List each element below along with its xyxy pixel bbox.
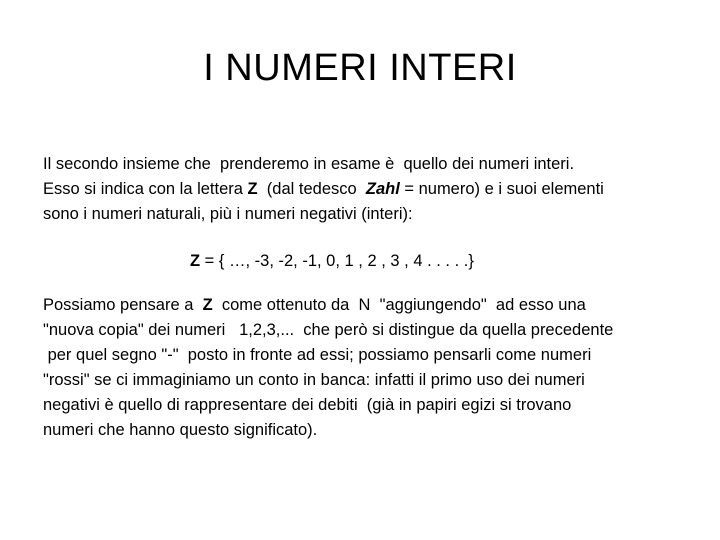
explanation-line-5: negativi è quello di rappresentare dei debiti (già in papiri egizi si trovano	[43, 396, 572, 414]
explanation-paragraph	[43, 293, 683, 443]
intro-line-3: sono i numeri naturali, più i numeri negativi (interi):	[43, 205, 413, 223]
explanation-line-3: per quel segno "-" posto in fronte ad essi; possiamo pensarli come numeri	[43, 346, 592, 364]
set-symbol-z: Z	[247, 180, 258, 198]
intro-line-2-text-a: Esso si indica con la lettera	[43, 180, 248, 198]
explanation-line-4: "rossi" se ci immaginiamo un conto in banca: infatti il primo uso dei numeri	[43, 371, 585, 389]
explanation-symbol-z: Z	[202, 296, 213, 314]
explanation-line-1-text-a: Possiamo pensare a	[43, 296, 203, 314]
intro-line-1: Il secondo insieme che prenderemo in esame è quello dei numeri interi.	[43, 155, 575, 173]
slide-title: I NUMERI INTERI	[203, 47, 517, 89]
word-zahl: Zahl	[365, 180, 400, 198]
explanation-line-6: numeri che hanno questo significato).	[43, 421, 318, 439]
formula-symbol-z: Z	[190, 252, 201, 270]
explanation-line-2: "nuova copia" dei numeri 1,2,3,... che però si distingue da quella precedente	[43, 321, 614, 339]
formula-expression: = { …, -3, -2, -1, 0, 1 , 2 , 3 , 4 . . . . .}	[200, 252, 474, 270]
explanation-line-1-text-b: come ottenuto da N "aggiungendo" ad esso una	[212, 296, 586, 314]
intro-line-2	[43, 177, 683, 202]
intro-paragraph	[43, 152, 683, 227]
integer-set-formula	[190, 249, 474, 274]
intro-line-2-text-c: = numero) e i suoi elementi	[399, 180, 604, 198]
explanation-line-1	[43, 293, 683, 318]
intro-line-2-text-b: (dal tedesco	[257, 180, 366, 198]
